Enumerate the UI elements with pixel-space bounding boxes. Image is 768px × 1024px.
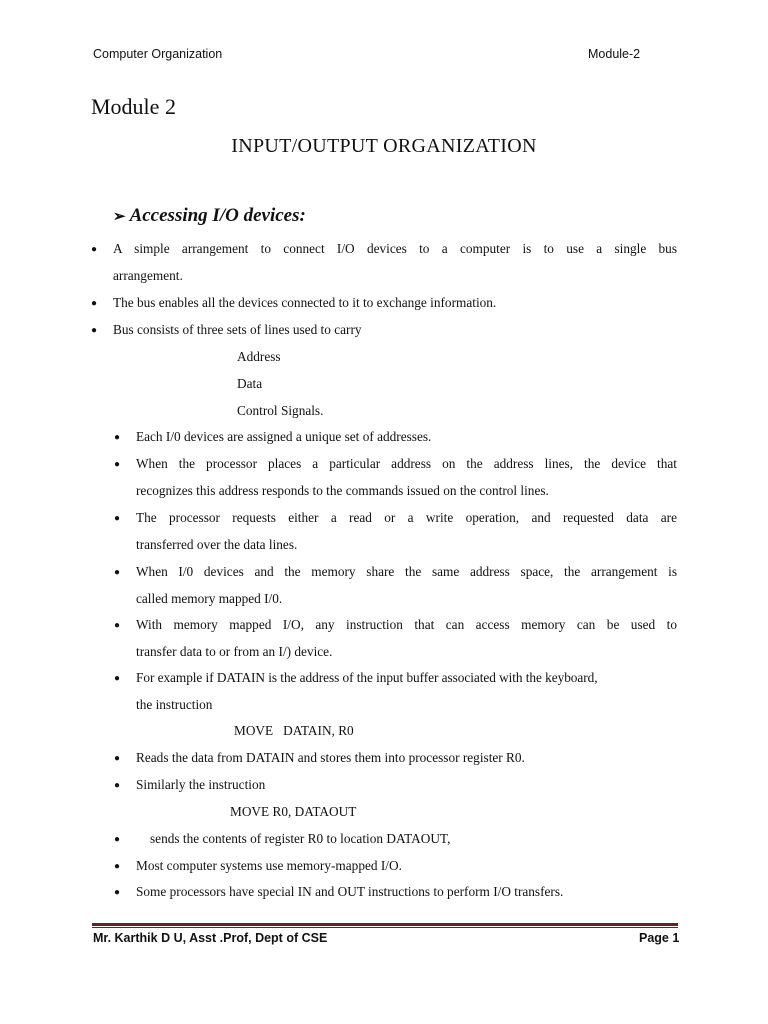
list-item: When I/0 devices and the memory share the same address space, the arrangement is <box>136 564 677 579</box>
bullet-icon: ● <box>114 861 121 872</box>
list-item: The processor requests either a read or a write operation, and requested data are <box>136 510 677 525</box>
footer-divider <box>92 923 678 926</box>
list-item-continuation: called memory mapped I/0. <box>136 591 283 606</box>
bullet-icon: ● <box>114 513 121 524</box>
list-item: Some processors have special IN and OUT instructions to perform I/O transfers. <box>136 884 564 899</box>
list-item-continuation: recognizes this address responds to the commands issued on the control lines. <box>136 483 549 498</box>
arrow-bullet-icon: ➢ <box>113 209 126 225</box>
list-item-continuation: transfer data to or from an I/) device. <box>136 644 333 659</box>
footer-author: Mr. Karthik D U, Asst .Prof, Dept of CSE <box>93 931 328 945</box>
list-item: sends the contents of register R0 to location DATAOUT, <box>150 831 451 846</box>
section-heading <box>113 205 306 227</box>
module-title: Module 2 <box>91 94 176 119</box>
bullet-icon: ● <box>91 244 98 255</box>
list-item: With memory mapped I/O, any instruction that can access memory can be used to <box>136 617 677 632</box>
bullet-icon: ● <box>114 673 121 684</box>
bullet-icon: ● <box>114 780 121 791</box>
list-item: Similarly the instruction <box>136 777 266 792</box>
list-item: Each I/0 devices are assigned a unique set of addresses. <box>136 429 432 444</box>
list-item: A simple arrangement to connect I/O devices to a computer is to use a single bus <box>113 241 677 256</box>
instruction-code: MOVE R0, DATAOUT <box>230 804 357 819</box>
list-item: For example if DATAIN is the address of the input buffer associated with the keyboard, <box>136 670 598 685</box>
header-right: Module-2 <box>588 47 641 61</box>
list-item-continuation: the instruction <box>136 697 213 712</box>
list-item-continuation: arrangement. <box>113 268 183 283</box>
bullet-icon: ● <box>91 325 98 336</box>
list-item: When the processor places a particular address on the address lines, the device that <box>136 456 677 471</box>
list-item: Most computer systems use memory-mapped I/O. <box>136 858 402 873</box>
header-left: Computer Organization <box>93 47 223 61</box>
bullet-icon: ● <box>114 567 121 578</box>
bullet-icon: ● <box>114 620 121 631</box>
section-title: Accessing I/O devices: <box>129 205 306 226</box>
bullet-icon: ● <box>114 887 121 898</box>
instruction-code: MOVE DATAIN, R0 <box>234 723 354 738</box>
list-item: Bus consists of three sets of lines used to carry <box>113 322 362 337</box>
chapter-title: INPUT/OUTPUT ORGANIZATION <box>231 135 537 157</box>
bullet-icon: ● <box>114 834 121 845</box>
list-item-continuation: transferred over the data lines. <box>136 537 298 552</box>
bullet-icon: ● <box>114 459 121 470</box>
bus-line-item: Address <box>237 349 281 364</box>
page-number: Page 1 <box>639 931 680 945</box>
list-item: Reads the data from DATAIN and stores them into processor register R0. <box>136 750 525 765</box>
bus-line-item: Control Signals. <box>237 403 324 418</box>
bullet-icon: ● <box>114 753 121 764</box>
bullet-icon: ● <box>91 298 98 309</box>
bullet-icon: ● <box>114 432 121 443</box>
footer-divider-thin <box>92 927 678 928</box>
list-item: The bus enables all the devices connected to it to exchange information. <box>113 295 497 310</box>
bus-line-item: Data <box>237 376 263 391</box>
